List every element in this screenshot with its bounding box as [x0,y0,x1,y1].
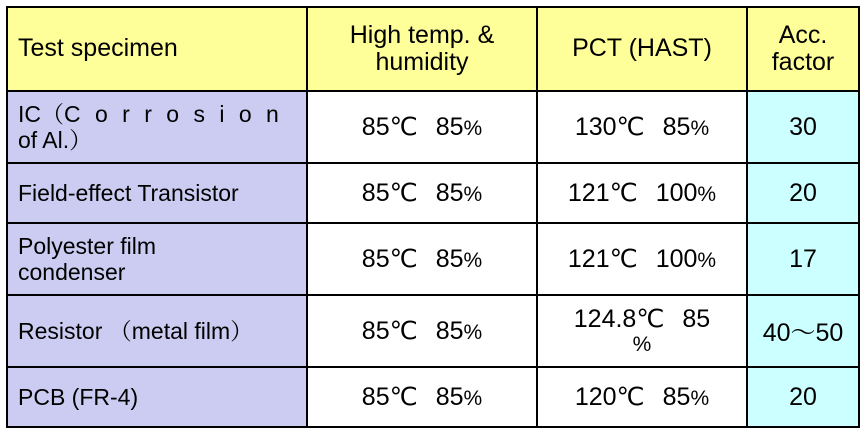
cell-specimen-fet [7,163,307,223]
cell-specimen-polyester [7,223,307,295]
cell-humidity-ic [307,91,537,163]
specimen-label-suffix: of Al. [18,127,70,153]
cell-pct-fet [537,163,747,223]
header-label-acc-line1: Acc. [778,20,828,49]
humidity-temp-value: 85℃ [361,244,418,273]
header-label-test-specimen: Test specimen [18,34,178,63]
header-cell-test-specimen [7,7,307,91]
pct-temp-value: 121℃ [567,178,638,207]
pct-rh-value: 85 [662,112,691,141]
humidity-rh-value: 85 [435,382,464,411]
humidity-rh-symbol: % [463,320,483,344]
cell-pct-pcb [537,367,747,427]
pct-rh-symbol: % [697,182,717,206]
humidity-rh-symbol: % [463,182,483,206]
acc-factor-value: 40～50 [762,319,844,347]
humidity-rh-value: 85 [435,178,464,207]
humidity-rh-symbol: % [463,386,483,410]
pct-temp-value: 130℃ [574,112,645,141]
cell-humidity-polyester [307,223,537,295]
acc-factor-value: 20 [789,178,817,207]
cell-acc-factor-polyester [747,223,859,295]
cell-specimen-pcb [7,367,307,427]
specimen-label: PCB (FR-4) [18,383,139,410]
pct-rh-value: 85 [662,382,691,411]
specimen-label-line2: condenser [18,259,126,285]
cell-humidity-resistor [307,295,537,367]
cell-acc-factor-ic [747,91,859,163]
humidity-rh-symbol: % [463,116,483,140]
table-header [7,7,859,91]
humidity-temp-value: 85℃ [361,178,418,207]
humidity-rh-symbol: % [463,248,483,272]
header-label-high-temp-line1: High temp. & [349,20,495,49]
cell-acc-factor-pcb [747,367,859,427]
acc-factor-value: 30 [789,112,817,141]
cell-pct-resistor [537,295,747,367]
humidity-rh-value: 85 [435,316,464,345]
table-body [7,91,859,427]
pct-rh-symbol: % [697,248,717,272]
cell-pct-ic [537,91,747,163]
specimen-label-line1: Polyester film [18,232,157,259]
specimen-label: Field-effect Transistor [18,179,239,206]
humidity-rh-value: 85 [435,112,464,141]
pct-rh-value: 85 [682,304,711,333]
specimen-paren-open: （ [41,100,64,127]
pct-temp-value: 121℃ [567,244,638,273]
cell-acc-factor-fet [747,163,859,223]
pct-rh-symbol: % [690,386,710,410]
specimen-label-prefix: IC [18,100,41,127]
humidity-temp-value: 85℃ [361,316,418,345]
cell-humidity-fet [307,163,537,223]
acc-factor-value: 20 [789,382,817,411]
table-row [7,163,859,223]
header-cell-high-temp-humidity [307,7,537,91]
cell-pct-polyester [537,223,747,295]
table-row [7,223,859,295]
pct-temp-value: 120℃ [574,382,645,411]
acceleration-factor-table [6,6,860,428]
cell-acc-factor-resistor [747,295,859,367]
table-row [7,367,859,427]
pct-rh-value: 100 [655,178,698,207]
header-label-acc-line2: factor [771,48,835,76]
header-label-pct-hast: PCT (HAST) [572,34,712,63]
cell-specimen-ic [7,91,307,163]
table-row [7,295,859,367]
acc-factor-value: 17 [789,244,817,273]
header-cell-pct-hast [537,7,747,91]
specimen-paren-close: ） [69,127,93,153]
humidity-temp-value: 85℃ [361,382,418,411]
pct-temp-value: 124.8℃ [573,304,665,333]
table-row [7,91,859,163]
cell-humidity-pcb [307,367,537,427]
humidity-temp-value: 85℃ [361,112,418,141]
specimen-label: Resistor （metal film） [18,317,254,344]
cell-specimen-resistor [7,295,307,367]
header-label-high-temp-line2: humidity [375,48,469,76]
humidity-rh-value: 85 [435,244,464,273]
pct-rh-symbol: % [690,116,710,140]
pct-rh-symbol: % [632,333,652,357]
header-cell-acc-factor [747,7,859,91]
pct-rh-value: 100 [655,244,698,273]
header-row [7,7,859,91]
specimen-label-spaced: C o r r o s i o n [64,100,283,127]
